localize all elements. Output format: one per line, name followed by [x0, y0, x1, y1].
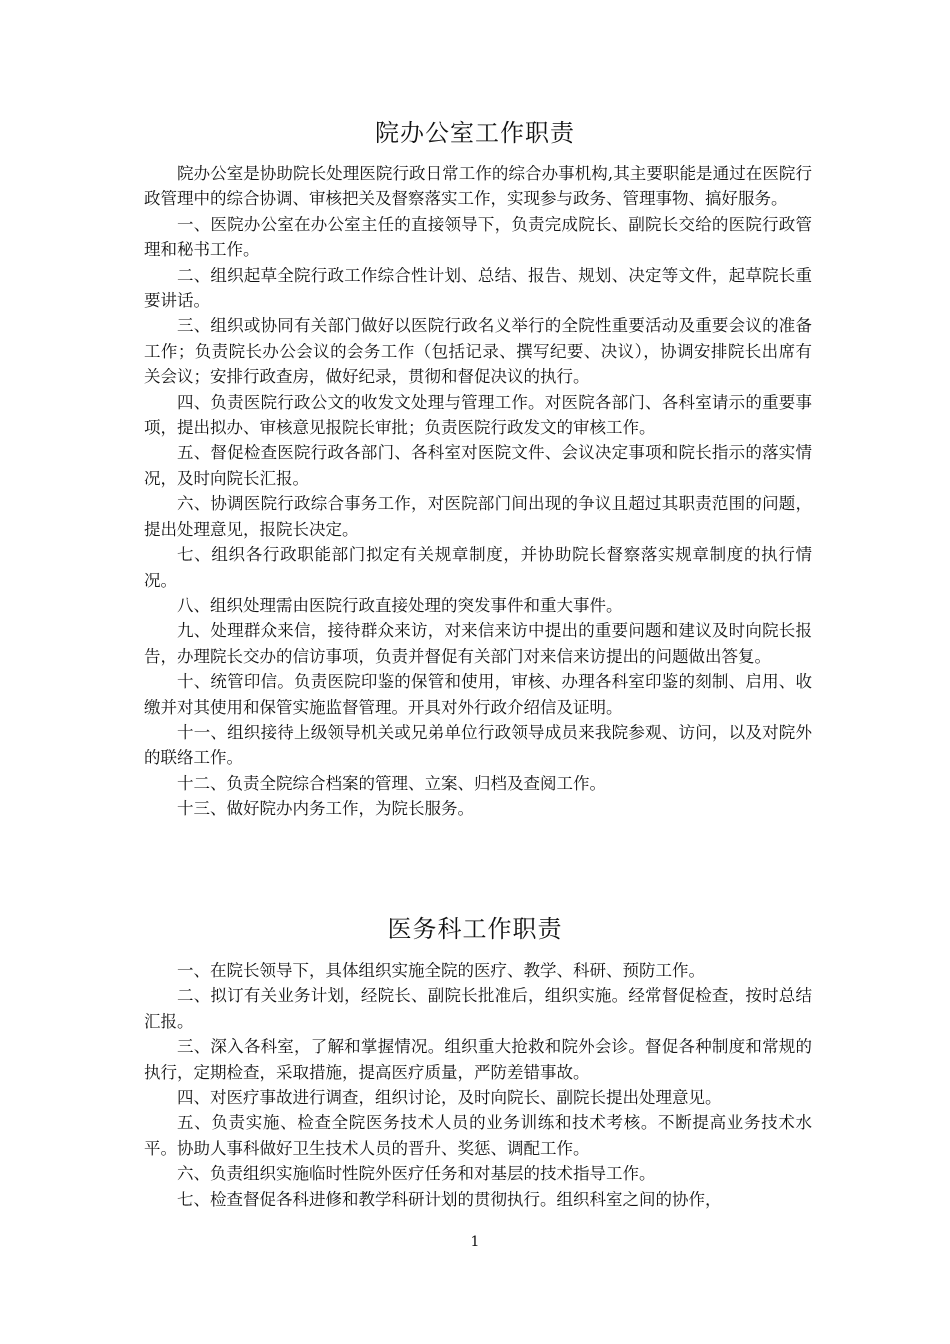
- paragraph: 四、对医疗事故进行调查，组织讨论，及时向院长、副院长提出处理意见。: [177, 1088, 722, 1108]
- paragraph: 十、统管印信。负责医院印鉴的保管和使用，审核、办理各科室印鉴的刻制、启用、收缴并对其使用和保管实施监督管理。开具对外行政介绍信及证明。: [144, 672, 812, 717]
- section-title-office: 院办公室工作职责: [375, 119, 575, 147]
- paragraph: 五、督促检查医院行政各部门、各科室对医院文件、会议决定事项和院长指示的落实情况，及时向院长汇报。: [144, 443, 812, 488]
- paragraph: 三、深入各科室，了解和掌握情况。组织重大抢救和院外会诊。督促各种制度和常规的执行，定期检查，采取措施，提高医疗质量，严防差错事故。: [144, 1037, 812, 1082]
- paragraph: 一、医院办公室在办公室主任的直接领导下，负责完成院长、副院长交给的医院行政管理和秘书工作。: [144, 214, 812, 260]
- paragraph: 院办公室是协助院长处理医院行政日常工作的综合办事机构,其主要职能是通过在医院行政管理中的综合协调、审核把关及督察落实工作，实现参与政务、管理事物、搞好服务。: [144, 164, 812, 209]
- paragraph: 八、组织处理需由医院行政直接处理的突发事件和重大事件。: [177, 595, 623, 615]
- paragraph: 七、组织各行政职能部门拟定有关规章制度，并协助院长督察落实规章制度的执行情况。: [144, 545, 812, 590]
- paragraph: 三、组织或协同有关部门做好以医院行政名义举行的全院性重要活动及重要会议的准备工作；负责院长办公会议的会务工作（包括记录、撰写纪要、决议），协调安排院长出席有关会议；安排行政查房，做好纪录，贯彻和督促决议的执行。: [144, 316, 812, 387]
- section-body-medical: [144, 958, 812, 1212]
- paragraph: 九、处理群众来信，接待群众来访，对来信来访中提出的重要问题和建议及时向院长报告，办理院长交办的信访事项，负责并督促有关部门对来信来访提出的问题做出答复。: [144, 621, 812, 666]
- paragraph: 十三、做好院办内务工作，为院长服务。: [177, 799, 474, 819]
- paragraph: 二、组织起草全院行政工作综合性计划、总结、报告、规划、决定等文件，起草院长重要讲话。: [144, 265, 812, 311]
- paragraph: 十一、组织接待上级领导机关或兄弟单位行政领导成员来我院参观、访问，以及对院外的联络工作。: [144, 722, 812, 768]
- paragraph: 四、负责医院行政公文的收发文处理与管理工作。对医院各部门、各科室请示的重要事项，提出拟办、审核意见报院长审批；负责医院行政发文的审核工作。: [144, 392, 812, 438]
- paragraph: 六、负责组织实施临时性院外医疗任务和对基层的技术指导工作。: [177, 1164, 656, 1184]
- paragraph: 一、在院长领导下，具体组织实施全院的医疗、教学、科研、预防工作。: [177, 961, 705, 980]
- paragraph: 七、检查督促各科进修和教学科研计划的贯彻执行。组织科室之间的协作，: [177, 1189, 722, 1209]
- section-body-office: [144, 161, 812, 822]
- paragraph: 二、拟订有关业务计划，经院长、副院长批准后，组织实施。经常督促检查，按时总结汇报。: [144, 986, 812, 1031]
- page-number: 1: [470, 1234, 480, 1250]
- paragraph: 五、负责实施、检查全院医务技术人员的业务训练和技术考核。不断提高业务技术水平。协助人事科做好卫生技术人员的晋升、奖惩、调配工作。: [144, 1113, 812, 1158]
- section-title-medical: 医务科工作职责: [387, 915, 563, 943]
- paragraph: 十二、负责全院综合档案的管理、立案、归档及查阅工作。: [177, 773, 606, 793]
- paragraph: 六、协调医院行政综合事务工作，对医院部门间出现的争议且超过其职责范围的问题，提出处理意见，报院长决定。: [144, 494, 812, 539]
